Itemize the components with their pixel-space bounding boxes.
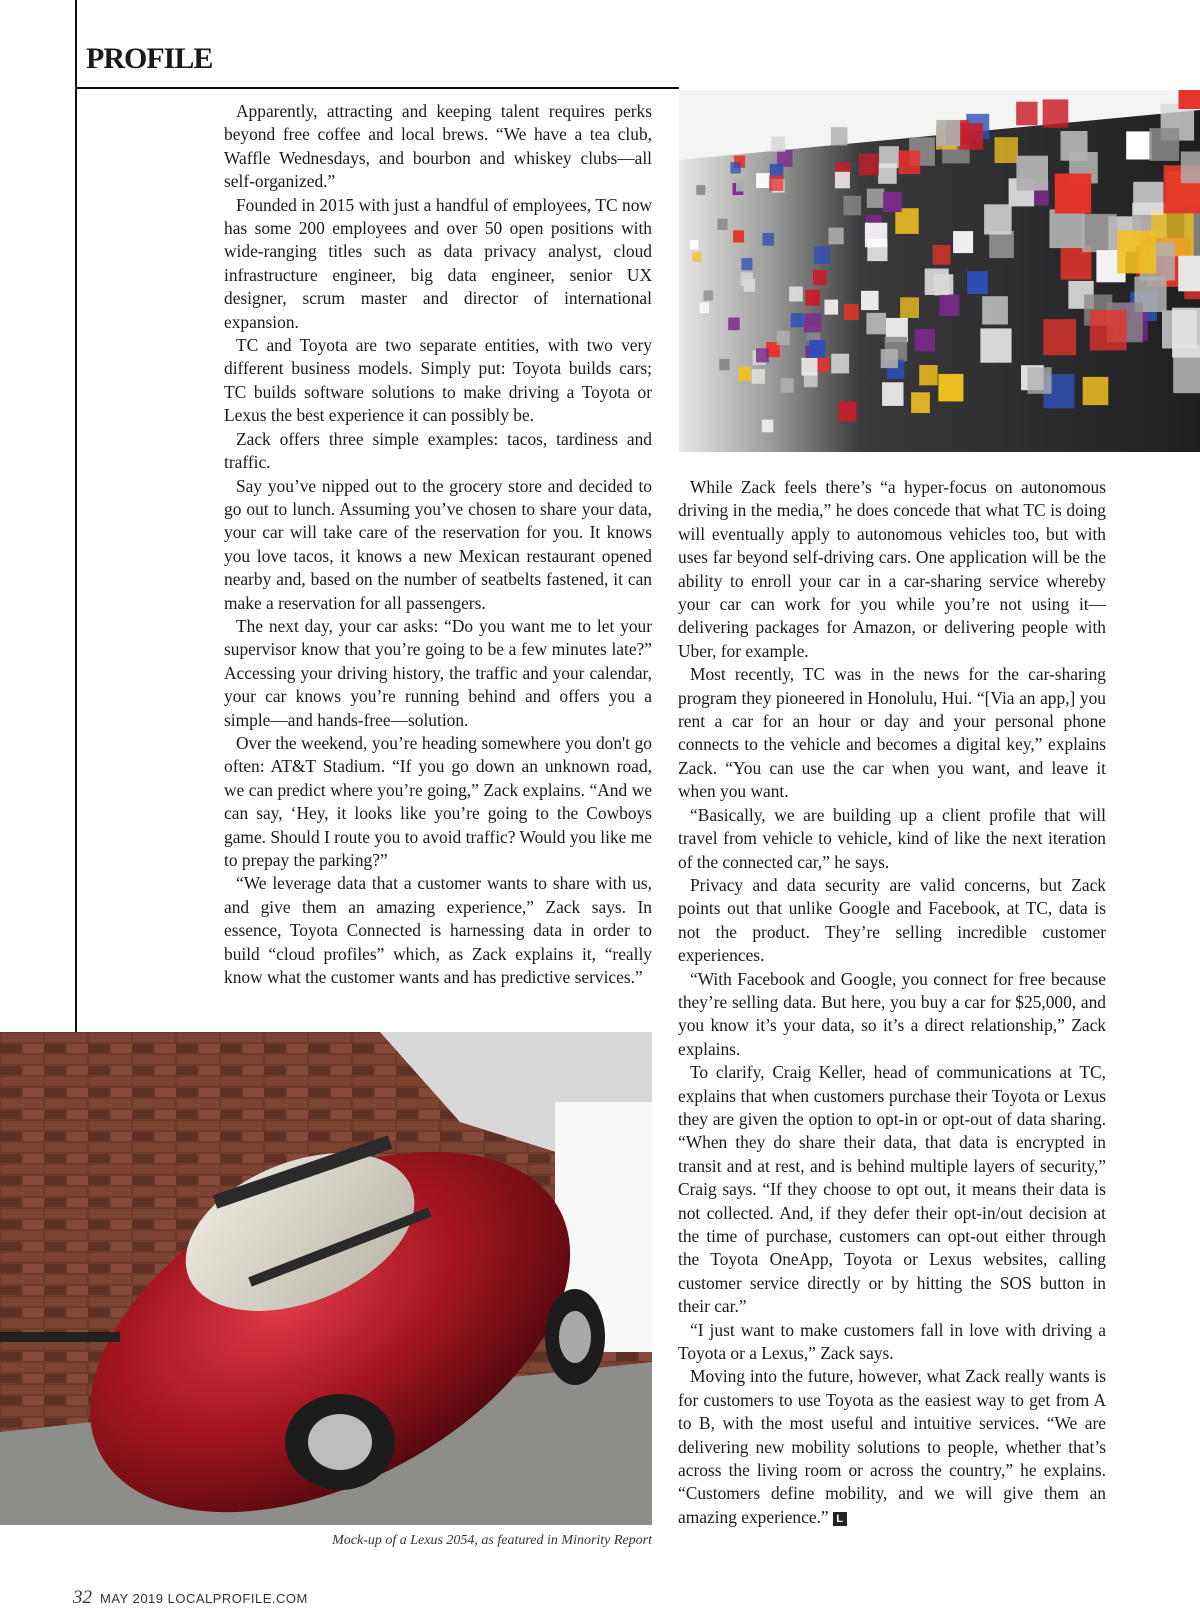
art-tile xyxy=(911,392,930,413)
art-tile xyxy=(1090,310,1127,351)
photo-art-wall xyxy=(679,90,1200,452)
paragraph: “We leverage data that a customer wants to share with us, and give them an amazing experience,” Zack says. In essence, Toyota Connected is harnessing data in order to build “cloud profiles” which, as Zack explains it, “really know what the customer wants and has predictive services.” xyxy=(224,873,652,988)
art-tile xyxy=(936,120,960,146)
art-tile xyxy=(984,204,1012,234)
art-tile xyxy=(789,287,803,302)
art-tile xyxy=(805,290,820,306)
art-tile xyxy=(1178,256,1200,292)
art-tile xyxy=(1027,367,1051,394)
art-tile xyxy=(756,173,770,188)
paragraph: Apparently, attracting and keeping talent requires perks beyond free coffee and local brews. “We have a tea club, Waffle Wednesdays, and bourbon and whiskey clubs—all self-organized.” xyxy=(224,101,652,192)
art-tile xyxy=(883,192,902,212)
art-tile xyxy=(835,172,850,189)
end-of-article-mark: L xyxy=(833,1512,847,1526)
art-tile xyxy=(791,313,804,327)
art-tile xyxy=(831,354,849,374)
paragraph: “Basically, we are building up a client profile that will travel from vehicle to vehicle, kind of like the next iteration of the connected car,” he says. xyxy=(678,804,1106,872)
art-tile xyxy=(882,382,903,406)
paragraph: Founded in 2015 with just a handful of employees, TC now has some 200 employees and over 50 open positions with wide-ranging titles such as data privacy analyst, cloud infrastructure engineer, big data engineer, senior UX designer, scrum master and director of international expansion. xyxy=(224,194,652,332)
art-tile xyxy=(953,231,973,253)
art-tile xyxy=(781,378,794,393)
paragraph: Privacy and data security are valid concerns, but Zack points out that unlike Google and Facebook, at TC, data is not the product. They’re selling incredible customer experiences. xyxy=(678,874,1106,966)
art-tile xyxy=(1016,156,1048,191)
art-tile xyxy=(844,304,859,320)
art-tile xyxy=(804,313,821,332)
paragraph: Most recently, TC was in the news for the car-sharing program they pioneered in Honolulu, Hui. “[Via an app,] you rent a car for an hour or day and your personal phone connects to the vehicle and becomes a digital key,” explains Zack. “You can use the car when you want, and leave it when you want. xyxy=(678,664,1106,802)
art-tile xyxy=(693,252,702,262)
art-tile xyxy=(866,313,886,335)
art-tile xyxy=(959,123,983,150)
art-tile xyxy=(736,180,746,191)
article-column-left xyxy=(224,100,652,989)
paragraph: TC and Toyota are two separate entities, with two very different business models. Simply put: Toyota builds cars; TC builds software solutions to make driving a Toyota or Lexus the best experience it can possibly be. xyxy=(224,335,652,426)
paragraph: Over the weekend, you’re heading somewhere you don't go often: AT&T Stadium. “If you go down an unknown road, we can predict where you’re going,” Zack explains. “And we can say, ‘Hey, it looks like you’re going to the Cowboys game. Should I route you to avoid traffic? Would you like me to prepay the parking?” xyxy=(224,732,652,870)
art-tile xyxy=(980,328,1011,362)
art-tile xyxy=(933,245,951,265)
paragraph-last xyxy=(678,1365,1106,1529)
art-tile xyxy=(1016,102,1037,126)
art-tile xyxy=(762,420,774,433)
art-tile xyxy=(741,258,752,270)
art-tile xyxy=(719,359,729,370)
art-tile xyxy=(1126,131,1152,159)
art-tile xyxy=(704,290,713,300)
section-header: PROFILE xyxy=(86,42,213,75)
art-tile xyxy=(769,175,783,191)
art-tile xyxy=(925,269,949,296)
art-tile xyxy=(763,233,775,246)
art-tile xyxy=(771,136,785,151)
art-tile xyxy=(867,239,887,261)
art-tile xyxy=(700,303,710,313)
art-tile xyxy=(899,150,921,174)
art-tile xyxy=(1172,308,1200,358)
art-tile xyxy=(733,230,744,242)
art-tile xyxy=(989,231,1014,258)
art-tile xyxy=(1083,377,1109,405)
art-tile xyxy=(814,246,830,264)
art-tile xyxy=(824,300,838,315)
art-tile xyxy=(1043,319,1076,355)
art-tile xyxy=(1181,152,1200,184)
art-tile xyxy=(900,297,919,318)
art-tile xyxy=(940,294,960,316)
art-tile xyxy=(730,162,740,173)
paragraph: Zack offers three simple examples: tacos, tardiness and traffic. xyxy=(224,428,652,473)
photo-caption: Mock-up of a Lexus 2054, as featured in Minority Report xyxy=(332,1533,652,1548)
paragraph: “I just want to make customers fall in love with driving a Toyota or a Lexus,” Zack says. xyxy=(678,1319,1106,1364)
paragraph: “With Facebook and Google, you connect for free because they’re selling data. But here, you buy a car for $25,000, and you know it’s your data, so it’s a direct relationship,” Zack explains. xyxy=(678,968,1106,1059)
art-tile xyxy=(1179,90,1200,109)
art-tile xyxy=(831,127,848,145)
art-tile xyxy=(1050,209,1085,248)
art-tile xyxy=(1149,128,1179,161)
art-tile xyxy=(838,401,856,421)
vertical-rule xyxy=(75,0,77,1032)
art-tile xyxy=(859,153,879,175)
art-tile xyxy=(881,349,898,368)
paragraph: The next day, your car asks: “Do you want me to let your supervisor know that you’re going to be a few minutes late?” Accessing your driving history, the traffic and your calendar, your car knows you’re running behind and offers you a simple—and hands-free—solution. xyxy=(224,615,652,730)
art-tile xyxy=(690,240,699,249)
art-tile xyxy=(696,185,705,195)
art-tile xyxy=(813,270,827,285)
art-tile xyxy=(995,137,1019,163)
art-tile xyxy=(741,272,753,286)
art-tile xyxy=(1082,214,1117,252)
art-tile xyxy=(728,318,740,331)
art-tile xyxy=(1117,231,1156,274)
art-tile xyxy=(1133,182,1163,215)
paragraph: To clarify, Craig Keller, head of communications at TC, explains that when customers purchase their Toyota or Lexus they are given the option to opt-in or opt-out of data sharing. “When they do share their data, that data is encrypted in transit and at rest, and is behind multiple layers of security,” Craig says. “If they choose to opt out, it means their data is not collected. And, if they defer their opt-in/out decision at the time of purchase, customers can opt-out either through the Toyota OneApp, Toyota or Lexus websites, calling customer service directly or by hitting the SOS button in their car.” xyxy=(678,1062,1106,1317)
art-tile xyxy=(1055,174,1091,214)
art-tile xyxy=(809,340,825,358)
horizontal-rule xyxy=(75,87,679,89)
art-tile xyxy=(756,348,769,362)
art-tile xyxy=(829,228,844,245)
issue-label: MAY 2019 LOCALPROFILE.COM xyxy=(100,1591,308,1606)
art-tile xyxy=(915,329,935,351)
art-tile xyxy=(861,291,879,310)
art-tile xyxy=(777,331,790,345)
art-tile xyxy=(1043,99,1069,127)
photo-lexus-mockup xyxy=(0,1032,652,1525)
art-tile xyxy=(938,374,963,402)
paragraph-text: Moving into the future, however, what Zack really wants is for customers to use Toyota as the easiest way to get from A to B, with the most useful and intuitive services. “We are delivering new mobility solutions to people, whether that’s across the living room or across the country,” he explains. “Customers define mobility, and we will give them an amazing experience.” xyxy=(678,1366,1106,1527)
art-tile xyxy=(919,365,937,385)
paragraph: Say you’ve nipped out to the grocery store and decided to go out to lunch. Assuming you’ve chosen to share your data, your car will take care of the reservation for you. It knows you love tacos, it knows a new Mexican restaurant opened nearby and, based on the number of seatbelts fastened, it can make a reservation for all passengers. xyxy=(224,475,652,613)
art-tile xyxy=(717,219,727,230)
page-footer xyxy=(73,1587,308,1609)
art-tile xyxy=(982,296,1008,324)
article-column-right xyxy=(678,476,1106,1529)
art-tile xyxy=(801,358,817,376)
art-tile xyxy=(739,367,752,381)
paragraph: While Zack feels there’s “a hyper-focus on autonomous driving in the media,” he does concede that what TC is doing will eventually apply to autonomous vehicles too, but with uses far beyond self-driving cars. One application will be the ability to enroll your car in a car-sharing service whereby your car can work for you while you’re not using it—delivering packages for Amazon, or delivering people with Uber, for example. xyxy=(678,477,1106,661)
page-number: 32 xyxy=(73,1587,92,1608)
art-tile xyxy=(967,271,988,294)
art-tile xyxy=(867,189,885,208)
art-tile xyxy=(878,163,897,184)
art-tile xyxy=(843,196,861,216)
art-tile xyxy=(752,369,765,384)
